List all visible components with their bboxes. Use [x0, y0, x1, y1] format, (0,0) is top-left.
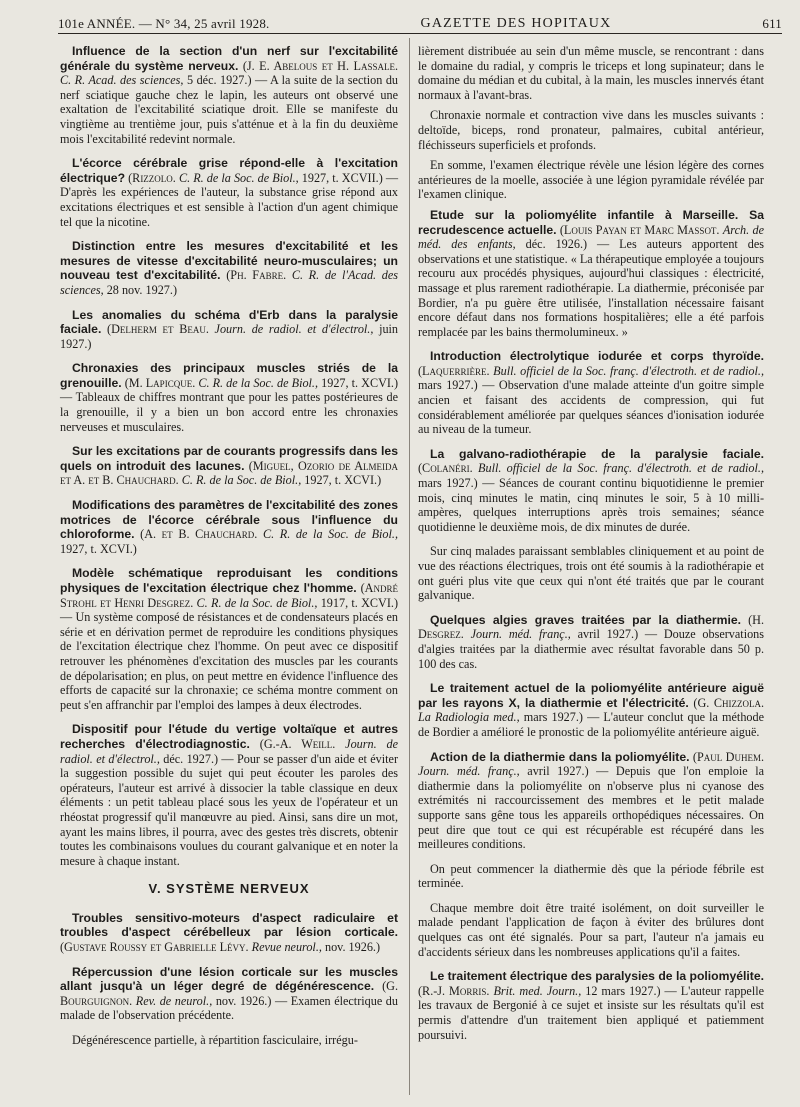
entry-body: 5 déc. 1927.) — A la suite de la section du nerf sciatique gauche chez le lapin, les auteurs ont observé une exaltation de l'excitabilité sciatique droit. Elle se manifeste du vingtième au trentième jour, puis s'atténue et à la fin du deuxième mois l'excitabilité redevint normale.	[60, 73, 399, 146]
entry-journal: C. R. de la Soc. de Biol.,	[196, 595, 318, 610]
entry-journal: La Radiologia med.,	[418, 710, 520, 725]
entry-body: mars 1927.) — Séances de courant continu biquotidienne le premier mois, cinq minutes le matin, cinq minutes le soir, 5 à 10 milli-ampères, quelques interruptions après trois semaines; séance quotidienne le deuxième mois, de dix minutes de durée.	[418, 476, 764, 534]
entry-journal: Journ. de radiol. et d'électrol.,	[60, 736, 399, 766]
entry-body: nov. 1926.) — Examen électrique du malade de l'observation précédente.	[60, 993, 398, 1023]
entry-body: Sur cinq malades paraissant semblables cliniquement et au point de vue des réactions électriques, trois ont été soumis à la radiothérapie et ont guéri plus vite que ceux qui n'ont été traités que par le courant galvanique.	[418, 544, 764, 603]
abstract-entry	[418, 544, 764, 602]
entry-title: Répercussion d'une lésion corticale sur les muscles allant jusqu'à un léger degré de dégénérescence.	[60, 964, 398, 994]
entry-journal: Revue neurol.,	[251, 940, 322, 955]
abstract-entry	[60, 498, 398, 556]
abstract-entry	[418, 447, 764, 535]
entry-title: Modèle schématique reproduisant les conditions physiques de l'excitation électrique chez l'homme.	[60, 566, 398, 595]
entry-journal: C. R. de la Soc. de Biol.,	[262, 527, 399, 542]
entry-title: La galvano-radiothérapie de la paralysie faciale.	[430, 446, 764, 461]
abstract-entry	[60, 361, 398, 434]
entry-body: On peut commencer la diathermie dès que la période fébrile est terminée.	[418, 861, 764, 891]
left-column	[60, 44, 398, 1054]
entry-body: 1927, t. XCVI.) — Tableaux de chiffres montrant que pour les pattes postérieures de la grenouille, il y a bien un bon accord entre les chronaxies nerveuses et musculaires.	[60, 375, 399, 434]
abstract-entry	[60, 566, 398, 712]
abstract-entry	[60, 239, 398, 297]
section-heading: V. SYSTÈME NERVEUX	[148, 881, 310, 897]
entry-title: Etude sur la poliomyélite infantile à Marseille. Sa recrudescence actuelle.	[418, 207, 764, 237]
entry-body: nov. 1926.)	[324, 940, 381, 955]
abstract-entry	[60, 965, 398, 1023]
entry-title: L'écorce cérébrale grise répond-elle à l'excitation électrique?	[60, 156, 398, 185]
entry-journal: Brit. med. Journ.,	[493, 983, 582, 998]
entry-title: Le traitement électrique des paralysies de la poliomyélite.	[430, 969, 764, 984]
entry-title: Les anomalies du schéma d'Erb dans la paralysie faciale.	[60, 307, 398, 337]
entry-authors: (Colanéri.	[418, 461, 473, 476]
entry-body: 12 mars 1927.) — L'auteur rappelle les travaux de Bergonié à ce sujet et insiste sur les résultats qu'il est permis d'attendre d'un traitement bien appliqué et patiemment poursuivi.	[418, 983, 765, 1042]
entry-title: Modifications des paramètres de l'excitabilité des zones motrices de l'écorce cérébrale sous l'influence du chloroforme.	[60, 498, 398, 542]
entry-body: mars 1927.) — Observation d'une malade atteinte d'un goitre simple ancien et faisant des accidents de compression, qui fut considérablement améliorée par quelques séances d'ionisation iodurée au niveau de la tumeur.	[418, 378, 764, 437]
column-divider	[409, 38, 410, 1095]
entry-body: 1927, t. XCVI.)	[60, 541, 137, 556]
entry-authors: (R.-J. Morris.	[418, 983, 490, 998]
entry-journal: C. R. de la Soc. de Biol.,	[181, 473, 302, 488]
entry-title: Chronaxies des principaux muscles striés de la grenouille.	[60, 361, 398, 390]
entry-body: mars 1927.) — L'auteur conclut que la méthode de Bordier a amélioré le pronostic de la poliomyélite antérieure aiguë.	[418, 710, 765, 739]
entry-title: Quelques algies graves traitées par la diathermie.	[430, 612, 742, 627]
entry-body: déc. 1926.) — Les auteurs apportent des observations et une statistique. « La thérapeutique employée a toujours recouru aux procédés physiques, aujourd'hui classiques : électricité, massage et plus rarement radiothérapie. La diathermie, préconisée par Bordier, n'a pu guère être utilisée, l'installation nécessaire faisant encore défaut dans nos formations hospitalières; elle a été parfois remplacée par les bains thermolumineux. »	[418, 237, 764, 339]
abstract-entry	[418, 681, 764, 739]
entry-authors: (Louis Payan et Marc Massot.	[559, 222, 720, 237]
right-column	[418, 44, 764, 1052]
entry-journal: Bull. officiel de la Soc. franç. d'électroth. et de radiol.,	[478, 461, 765, 476]
entry-authors: (G. Chizzola.	[693, 695, 765, 710]
left-entries-after	[60, 911, 398, 1023]
right-entries	[418, 208, 764, 1042]
entry-journal: Bull. officiel de la Soc. franç. d'électroth. et de radiol.,	[493, 363, 764, 378]
entry-title: Action de la diathermie dans la poliomyélite.	[430, 749, 690, 764]
entry-body: 1917, t. XCVI.) — Un système composé de résistances et de condensateurs placés en série et en dérivation permet de reproduire les conditions physiques de l'excitation électrique chez l'homme. On peut avec ce dispositif retrouver les phénomènes d'excitation des muscles par les courants de dépolarisation; en plus, on peut mettre en évidence l'influence des efforts de capacité sur la chronaxie; ce schéma montre comment on peut s'en affranchir par l'emploi des lampes à deux électrodes.	[60, 595, 399, 712]
abstract-entry	[418, 208, 764, 339]
abstract-entry	[60, 722, 398, 868]
abstract-entry	[418, 862, 764, 891]
entry-body: 28 nov. 1927.)	[106, 282, 178, 297]
abstract-entry	[418, 969, 764, 1042]
entry-journal: C. R. de la Soc. de Biol.,	[178, 170, 299, 185]
left-entries	[60, 44, 398, 868]
entry-authors: (Paul Duhem.	[692, 749, 764, 764]
entry-journal: C. R. Acad. des sciences,	[60, 73, 184, 88]
entry-title: Introduction électrolytique iodurée et corps thyroïde.	[430, 349, 764, 364]
entry-body: déc. 1927.) — Pour se passer d'un aide et éviter la suggestion possible du sujet qui peut écouter les paroles des opérateurs, l'auteur est arrivé à dissocier la table classique en deux éléments : un petit tableau placé sous les yeux de l'opérateur et un rhéostat progressif qu'il manœuvre au pied. Ainsi, sans dire un mot, ayant les mains libres, il pourra, avec des gestes très discrets, obtenir toutes les combinaisons voulues du courant galvanique et en noter la mesure à chaque instant.	[60, 751, 399, 868]
entry-journal: Journ. de radiol. et d'électrol.,	[214, 322, 374, 337]
entry-body: avril 1927.) — Depuis que l'on emploie la diathermie dans la poliomyélite on n'observe plus ni cyanose des extrémités ni raccourcissement des membres et le petit malade supporte sans gêne tous les appareils orthopédiques nécessaires. On peut dire que tout ce qui est récupérable est récupéré dans les meilleures conditions.	[418, 764, 765, 852]
entry-authors: (Rizzolo.	[128, 170, 176, 185]
page-header	[58, 8, 782, 32]
left-tail: Dégénérescence partielle, à répartition fasciculaire, irrégu-	[72, 1033, 358, 1048]
entry-title: Dispositif pour l'étude du vertige voltaïque et autres recherches d'électrodiagnostic.	[60, 722, 398, 751]
entry-authors: (Laquerrière.	[418, 363, 490, 378]
abstract-entry	[60, 44, 398, 146]
abstract-entry	[418, 750, 764, 852]
entry-body: Chaque membre doit être traité isolément, on doit surveiller le malade pendant l'application de façon à éviter des brûlures dont quelques cas ont été signalés. Pour sa part, l'auteur n'a jamais eu d'accidents sérieux dans les nombreuses applications qu'il a faites.	[418, 900, 764, 959]
entry-journal: C. R. de l'Acad. des sciences,	[60, 268, 399, 297]
abstract-entry	[60, 156, 398, 229]
entry-journal: Arch. de méd. des enfants,	[418, 222, 764, 252]
entry-journal: Journ. méd. franç.,	[470, 627, 571, 642]
entry-journal: Journ. méd. franç.,	[418, 764, 520, 779]
entry-authors: (G.-A. Weill.	[259, 736, 336, 751]
entry-journal: C. R. de la Soc. de Biol.,	[198, 375, 319, 390]
entry-body: 1927, t. XCVII.) — D'après les expériences de l'auteur, la substance grise répond aux excitations électriques et est sensible à l'action d'un agent chimique tel que la nicotine.	[60, 170, 399, 229]
entry-authors: (Delherm et Beau.	[107, 322, 209, 337]
entry-authors: (A. et B. Chauchard.	[140, 527, 258, 542]
continuation-paragraph: En somme, l'examen électrique révèle une lésion légère des cornes antérieures de la moelle, associée à une légion pyramidale révélée par l'examen clinique.	[418, 158, 764, 202]
entry-journal: Rev. de neurol.,	[135, 993, 213, 1008]
entry-title: Sur les excitations par de courants progressifs dans les quels on introduit des lacunes.	[60, 444, 398, 473]
entry-authors: (H. Desgrez.	[418, 612, 765, 642]
abstract-entry	[418, 613, 764, 671]
abstract-entry	[418, 349, 764, 437]
continuation-paragraph: Chronaxie normale et contraction vive dans les muscles suivants : deltoïde, biceps, rond pronateur, palmaires, cubital antérieur, fléchisseurs superficiels et profonds.	[418, 108, 764, 152]
entry-title: Distinction entre les mesures d'excitabilité et les mesures de vitesse d'excitabilité neuro-musculaires; un nouveau test d'excitabilité.	[60, 239, 398, 283]
page-number: 611	[762, 16, 782, 31]
journal-title: GAZETTE DES HOPITAUX	[420, 16, 612, 31]
entry-authors: (Ph. Fabre.	[226, 268, 287, 283]
entry-authors: (André Strohl et Henri Desgrez.	[60, 581, 398, 610]
entry-body: avril 1927.) — Douze observations d'algies traitées par la diathermie avec résultat favorable dans 50 p. 100 des cas.	[418, 627, 765, 671]
entry-authors: (M. Lapicque.	[124, 375, 196, 390]
entry-title: Troubles sensitivo-moteurs d'aspect radiculaire et troubles d'aspect cérébelleux par lésion corticale.	[60, 910, 398, 940]
entry-body: 1927, t. XCVI.)	[304, 473, 382, 488]
abstract-entry	[418, 901, 764, 959]
header-rule	[58, 33, 782, 34]
abstract-entry	[60, 308, 398, 352]
entry-authors: (Miguel, Ozorio de Almeida et A. et B. Chauchard.	[60, 458, 398, 488]
abstract-entry	[60, 911, 398, 955]
continuation-paragraph: lièrement distribuée au sein d'un même muscle, se rencontrant : dans le domaine du radial, y compris le triceps et long supinateur; dans le domaine du médian et du cubital, à la main, les muscles innervés étant normaux à l'avant-bras.	[418, 44, 764, 102]
right-continuation	[418, 44, 764, 202]
entry-authors: (Gustave Roussy et Gabrielle Lévy.	[60, 940, 249, 955]
entry-authors: (J. E. Abelous et H. Lassale.	[242, 58, 398, 73]
entry-title: Le traitement actuel de la poliomyélite antérieure aiguë par les rayons X, la diathermie et l'électricité.	[418, 681, 764, 710]
entry-authors: (G. Bourguignon.	[60, 979, 399, 1008]
issue-info: 101e ANNÉE. — N° 34, 25 avril 1928.	[58, 16, 270, 31]
entry-body: juin 1927.)	[60, 322, 399, 351]
abstract-entry	[60, 444, 398, 488]
entry-title: Influence de la section d'un nerf sur l'excitabilité générale du système nerveux.	[60, 44, 398, 73]
